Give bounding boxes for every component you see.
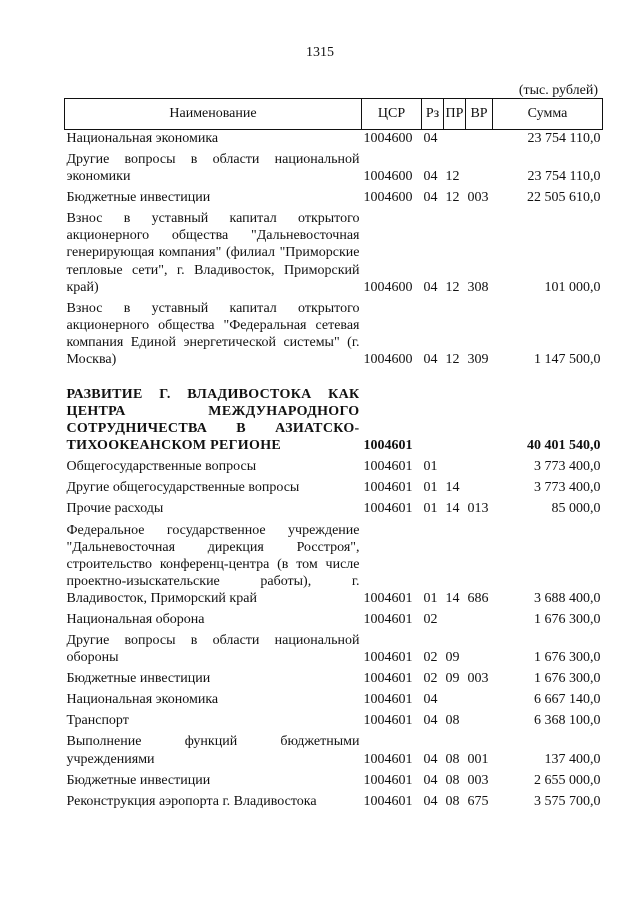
row-vr: 003 — [467, 190, 489, 206]
row-pr: 08 — [445, 793, 460, 809]
row-name: Другие вопросы в области национальной экономики — [66, 152, 360, 185]
section-row — [65, 386, 603, 458]
row-sum: 3 688 400,0 — [534, 590, 601, 606]
row-pr: 09 — [445, 650, 460, 666]
row-sum: 137 400,0 — [544, 751, 601, 767]
table-row — [65, 611, 603, 632]
row-vr: 003 — [467, 671, 489, 687]
row-sum: 6 368 100,0 — [534, 713, 601, 729]
row-vr — [466, 479, 493, 500]
table-row — [65, 189, 603, 210]
row-pr: 12 — [445, 351, 460, 367]
row-name: Выполнение функций бюджетными учреждениями — [66, 734, 360, 767]
row-name: Другие общегосударственные вопросы — [66, 480, 300, 496]
table-row — [65, 458, 603, 479]
row-name: Прочие расходы — [66, 501, 164, 517]
row-sum: 1 676 300,0 — [534, 671, 601, 687]
row-name: Другие вопросы в области национальной обороны — [66, 633, 360, 666]
row-pr: 14 — [445, 590, 460, 606]
row-csr: 1004601 — [363, 713, 413, 729]
row-pr — [444, 130, 466, 152]
row-csr: 1004601 — [363, 459, 413, 475]
table-row — [65, 479, 603, 500]
row-rz: 04 — [423, 351, 438, 367]
row-name: Реконструкция аэропорта г. Владивостока — [66, 793, 317, 809]
row-name: Национальная оборона — [66, 611, 205, 627]
row-csr: 1004600 — [363, 351, 413, 367]
row-rz: 01 — [423, 590, 438, 606]
row-name: Бюджетные инвестиции — [66, 190, 211, 206]
row-pr: 14 — [445, 501, 460, 517]
row-csr: 1004601 — [363, 501, 413, 517]
row-csr: 1004601 — [363, 671, 413, 687]
row-csr: 1004601 — [363, 793, 413, 809]
row-pr: 08 — [445, 713, 460, 729]
row-csr: 1004601 — [363, 611, 413, 627]
row-vr: 675 — [467, 793, 489, 809]
row-csr: 1004600 — [363, 190, 413, 206]
row-pr: 12 — [445, 279, 460, 295]
row-csr: 1004601 — [363, 438, 413, 454]
row-csr: 1004601 — [363, 590, 413, 606]
table-row — [65, 300, 603, 372]
header-rz: Рз — [422, 99, 444, 130]
row-sum: 23 754 110,0 — [527, 131, 601, 146]
page-number: 1315 — [306, 45, 334, 60]
units-label: (тыс. рублей) — [518, 83, 598, 98]
row-pr — [444, 691, 466, 712]
row-csr: 1004600 — [363, 131, 413, 146]
row-name: Взнос в уставный капитал открытого акционерного общества "Федеральная сетевая компания Единой энергетической системы" (г. Москва) — [66, 300, 360, 367]
table-row — [65, 712, 603, 733]
table-row — [65, 632, 603, 670]
row-csr: 1004601 — [363, 650, 413, 666]
table-row — [65, 691, 603, 712]
row-rz: 01 — [423, 480, 438, 496]
row-vr — [466, 458, 493, 479]
table-row — [65, 793, 603, 814]
budget-table — [64, 98, 603, 814]
row-vr: 308 — [467, 279, 489, 295]
row-rz: 02 — [423, 611, 438, 627]
row-csr: 1004600 — [363, 169, 413, 185]
header-csr: ЦСР — [362, 99, 422, 130]
row-vr — [466, 632, 493, 670]
row-sum: 1 676 300,0 — [534, 650, 601, 666]
row-vr — [466, 130, 493, 152]
row-vr — [466, 611, 493, 632]
row-name: Общегосударственные вопросы — [66, 459, 257, 475]
row-name: Транспорт — [66, 713, 129, 729]
row-name: Бюджетные инвестиции — [66, 671, 211, 687]
row-sum: 1 676 300,0 — [534, 611, 601, 627]
row-name: Национальная экономика — [66, 131, 219, 146]
row-pr: 09 — [445, 671, 460, 687]
row-rz: 01 — [423, 501, 438, 517]
row-pr — [444, 611, 466, 632]
table-row — [65, 733, 603, 771]
row-csr: 1004601 — [363, 480, 413, 496]
row-name: Бюджетные инвестиции — [66, 772, 211, 788]
row-vr: 013 — [467, 501, 489, 517]
row-name: Федеральное государственное учреждение "Дальневосточная дирекция Росстроя", строительство конференц-центра (в том числе проектно-изыскательские работы), г. Владивосток, Приморский край — [66, 522, 360, 606]
row-sum: 2 655 000,0 — [534, 772, 601, 788]
row-vr — [466, 386, 493, 458]
row-pr — [444, 386, 466, 458]
row-vr — [466, 691, 493, 712]
row-name: Национальная экономика — [66, 692, 219, 708]
row-sum: 85 000,0 — [551, 501, 601, 517]
row-sum: 3 575 700,0 — [534, 793, 601, 809]
header-vr: ВР — [466, 99, 493, 130]
row-rz: 04 — [423, 713, 438, 729]
row-csr: 1004600 — [363, 279, 413, 295]
row-sum: 1 147 500,0 — [534, 351, 601, 367]
row-sum: 3 773 400,0 — [534, 459, 601, 475]
table-row — [65, 210, 603, 299]
row-csr: 1004601 — [363, 751, 413, 767]
row-pr: 08 — [445, 751, 460, 767]
row-rz: 04 — [423, 772, 438, 788]
row-vr: 309 — [467, 351, 489, 367]
row-pr: 12 — [445, 169, 460, 185]
row-vr: 003 — [467, 772, 489, 788]
table-row — [65, 151, 603, 189]
row-vr: 686 — [467, 590, 489, 606]
row-rz: 01 — [423, 459, 438, 475]
row-vr — [466, 712, 493, 733]
row-sum: 6 667 140,0 — [534, 692, 601, 708]
row-rz: 02 — [423, 650, 438, 666]
row-rz: 04 — [423, 692, 438, 708]
row-sum: 3 773 400,0 — [534, 480, 601, 496]
row-pr — [444, 458, 466, 479]
row-rz: 04 — [423, 751, 438, 767]
row-spacer — [65, 372, 603, 386]
row-pr: 08 — [445, 772, 460, 788]
row-csr: 1004601 — [363, 692, 413, 708]
table-row — [65, 500, 603, 521]
table-row — [65, 670, 603, 691]
row-sum: 101 000,0 — [544, 279, 601, 295]
header-sum: Сумма — [493, 99, 603, 130]
row-vr — [466, 151, 493, 189]
row-rz: 04 — [423, 131, 438, 146]
table-row — [65, 522, 603, 611]
row-rz: 04 — [423, 169, 438, 185]
table-row — [65, 130, 603, 152]
section-title: РАЗВИТИЕ Г. ВЛАДИВОСТОКА КАК ЦЕНТРА МЕЖДУНАРОДНОГО СОТРУДНИЧЕСТВА В АЗИАТСКО-ТИХООКЕАНСКОМ РЕГИОНЕ — [66, 387, 360, 454]
row-pr: 14 — [445, 480, 460, 496]
header-pr: ПР — [444, 99, 466, 130]
row-rz — [422, 386, 444, 458]
row-sum: 40 401 540,0 — [527, 438, 601, 454]
row-vr: 001 — [467, 751, 489, 767]
header-name: Наименование — [65, 99, 362, 130]
table-row — [65, 772, 603, 793]
row-rz: 02 — [423, 671, 438, 687]
row-sum: 23 754 110,0 — [527, 169, 601, 185]
row-rz: 04 — [423, 793, 438, 809]
row-rz: 04 — [423, 190, 438, 206]
row-csr: 1004601 — [363, 772, 413, 788]
row-sum: 22 505 610,0 — [527, 190, 601, 206]
row-name: Взнос в уставный капитал открытого акционерного общества "Дальневосточная генерирующая компания" (филиал "Приморские тепловые сети", г. Владивосток, Приморский край) — [66, 211, 360, 295]
table-header-row — [65, 99, 603, 130]
row-rz: 04 — [423, 279, 438, 295]
row-pr: 12 — [445, 190, 460, 206]
